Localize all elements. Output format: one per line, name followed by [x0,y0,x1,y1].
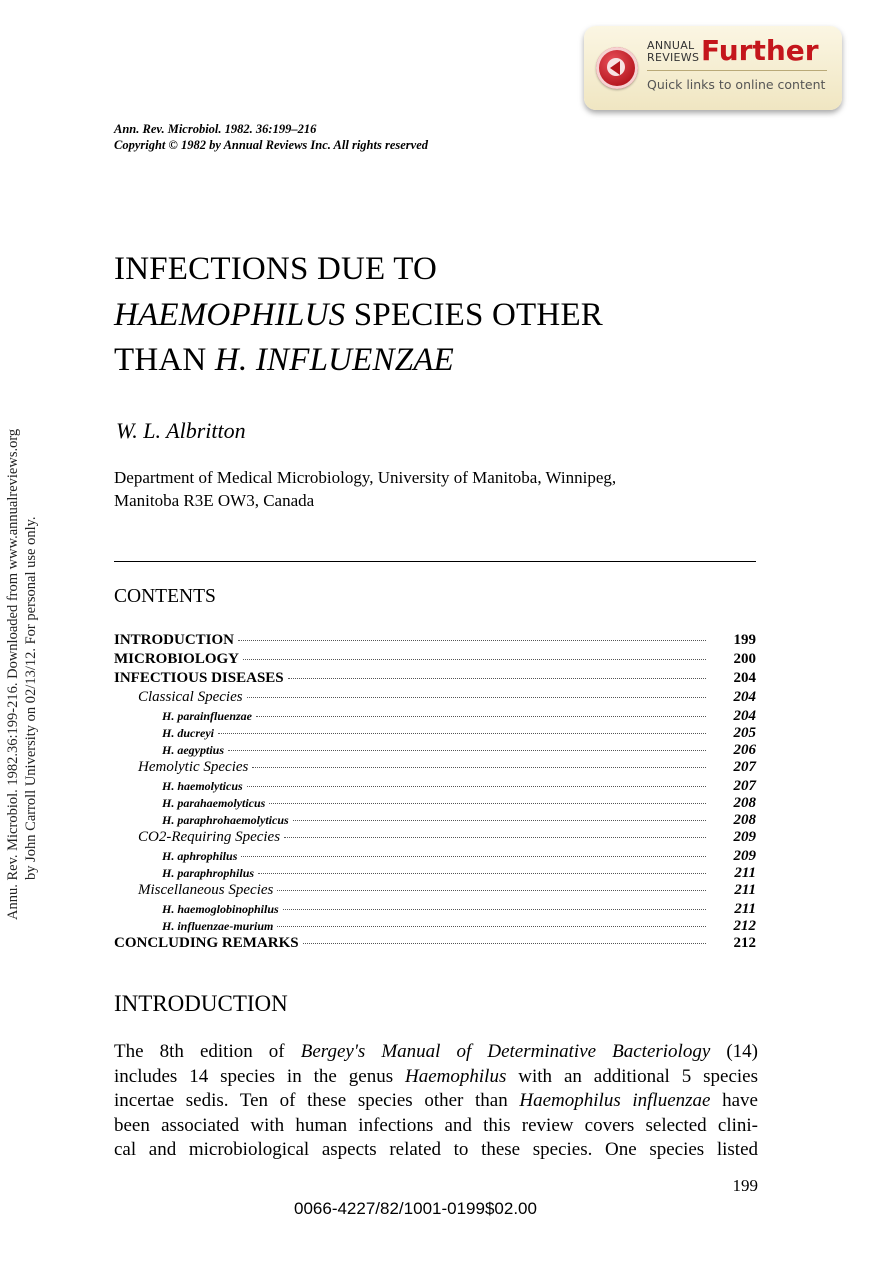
further-badge[interactable] [584,26,842,110]
toc-label: H. paraphrophilus [162,866,255,880]
watermark-line-1: Annu. Rev. Microbiol. 1982.36:199-216. Downloaded from www.annualreviews.org [5,428,21,920]
toc-leader [252,766,706,768]
body-line: cal and microbiological aspects related to these species. One species listed [114,1139,758,1160]
title-species: H. INFLUENZAE [214,342,455,378]
toc-item[interactable] [114,829,756,848]
title-line-2 [114,296,603,334]
annual-reviews-logo-icon [596,47,638,89]
toc-leader [258,872,706,874]
title-line-2-rest: SPECIES OTHER [345,297,604,333]
toc-leader [284,836,706,838]
toc-item[interactable] [114,632,756,651]
affiliation-line-1: Department of Medical Microbiology, University of Manitoba, Winnipeg, [114,468,617,487]
further-divider [647,70,827,71]
toc-label: INTRODUCTION [114,632,235,648]
toc-item[interactable] [114,759,756,778]
toc-item[interactable] [114,795,756,812]
toc-item[interactable] [114,651,756,670]
toc-label: H. haemoglobinophilus [162,902,279,916]
body-line: been associated with human infections and this review covers selected clini- [114,1114,758,1136]
toc-leader [243,658,706,660]
toc-item[interactable] [114,778,756,795]
toc-item[interactable] [114,882,756,901]
toc-leader [283,908,706,910]
toc-page: 204 [733,689,756,705]
toc-page: 209 [733,829,756,845]
toc-label: CO2-Requiring Species [138,829,281,845]
toc-item[interactable] [114,670,756,689]
body-text: incertae sedis. Ten of these species other than [114,1090,520,1111]
toc-page: 208 [733,812,756,828]
toc-leader [238,639,706,641]
copyright-line: Copyright © 1982 by Annual Reviews Inc. All rights reserved [114,138,428,152]
further-subtitle: Quick links to online content [647,77,826,92]
toc-page: 211 [734,865,756,881]
toc-leader [218,732,706,734]
toc-label: Classical Species [138,689,243,705]
contents-heading: CONTENTS [114,586,216,607]
reference-number: (14) [710,1041,759,1062]
further-title: Further [701,34,819,67]
body-text: The 8th edition of [114,1041,301,1062]
toc-page: 211 [734,882,756,898]
toc-item[interactable] [114,918,756,935]
toc-page: 204 [733,708,756,724]
article-code: 0066-4227/82/1001-0199$02.00 [294,1199,537,1218]
introduction-body [114,1040,758,1163]
section-divider [114,561,756,562]
body-text: with an additional 5 species [506,1065,758,1087]
toc-label: H. influenzae-murium [162,919,274,933]
page-number: 199 [732,1176,758,1195]
book-title: Bergey's Manual of Determinative Bacteriology [300,1041,711,1062]
toc-item[interactable] [114,742,756,759]
toc-page: 205 [733,725,756,741]
introduction-heading: INTRODUCTION [114,991,288,1016]
body-line [114,1065,758,1090]
author-name: W. L. Albritton [116,418,246,443]
toc-leader [277,925,706,927]
toc-leader [256,715,706,717]
toc-leader [247,785,706,787]
toc-leader [269,802,706,804]
affiliation-line-2: Manitoba R3E OW3, Canada [114,491,315,510]
toc-leader [228,749,706,751]
download-watermark [0,350,48,920]
toc-label: H. parahaemolyticus [162,796,266,810]
toc-page: 204 [733,670,756,686]
toc-leader [288,677,706,679]
toc-item[interactable] [114,901,756,918]
toc-item[interactable] [114,725,756,742]
toc-item[interactable] [114,935,756,954]
journal-citation: Ann. Rev. Microbiol. 1982. 36:199–216 [114,122,317,136]
body-text: includes 14 species in the genus [114,1065,406,1087]
toc-page: 200 [733,651,756,667]
toc-leader [293,819,706,821]
toc-item[interactable] [114,865,756,882]
body-line [114,1089,758,1114]
toc-page: 207 [733,759,756,775]
body-text: have [710,1090,758,1111]
toc-page: 212 [733,935,756,951]
toc-item[interactable] [114,708,756,725]
toc-leader [241,855,706,857]
further-annual-label: ANNUAL [647,39,695,52]
toc-leader [277,889,706,891]
species-name: Haemophilus influenzae [519,1090,711,1111]
title-line-3-prefix: THAN [114,342,215,378]
genus-name: Haemophilus [405,1065,507,1087]
toc-label: CONCLUDING REMARKS [114,935,299,951]
title-genus: HAEMOPHILUS [114,297,346,333]
further-reviews-label: REVIEWS [647,51,700,64]
toc-leader [247,696,706,698]
toc-label: H. aphrophilus [162,849,238,863]
toc-item[interactable] [114,848,756,865]
toc-label: MICROBIOLOGY [114,651,240,667]
toc-label: Hemolytic Species [138,759,249,775]
toc-page: 208 [733,795,756,811]
toc-label: H. ducreyi [162,726,214,740]
title-line-3 [114,341,454,379]
body-line [114,1040,758,1065]
toc-label: H. paraphrohaemolyticus [162,813,289,827]
toc-leader [303,942,706,944]
toc-page: 209 [733,848,756,864]
toc-label: H. aegyptius [162,743,224,757]
toc-label: H. haemolyticus [162,779,243,793]
toc-page: 212 [733,918,756,934]
title-line-1: INFECTIONS DUE TO [114,251,438,287]
toc-label: INFECTIOUS DISEASES [114,670,284,686]
table-of-contents [114,632,756,954]
toc-item[interactable] [114,812,756,829]
watermark-line-2: by John Carroll University on 02/13/12. For personal use only. [23,516,39,880]
toc-item[interactable] [114,689,756,708]
toc-label: Miscellaneous Species [138,882,274,898]
toc-page: 211 [734,901,756,917]
toc-page: 199 [733,632,756,648]
toc-label: H. parainfluenzae [162,709,253,723]
toc-page: 206 [733,742,756,758]
toc-page: 207 [733,778,756,794]
